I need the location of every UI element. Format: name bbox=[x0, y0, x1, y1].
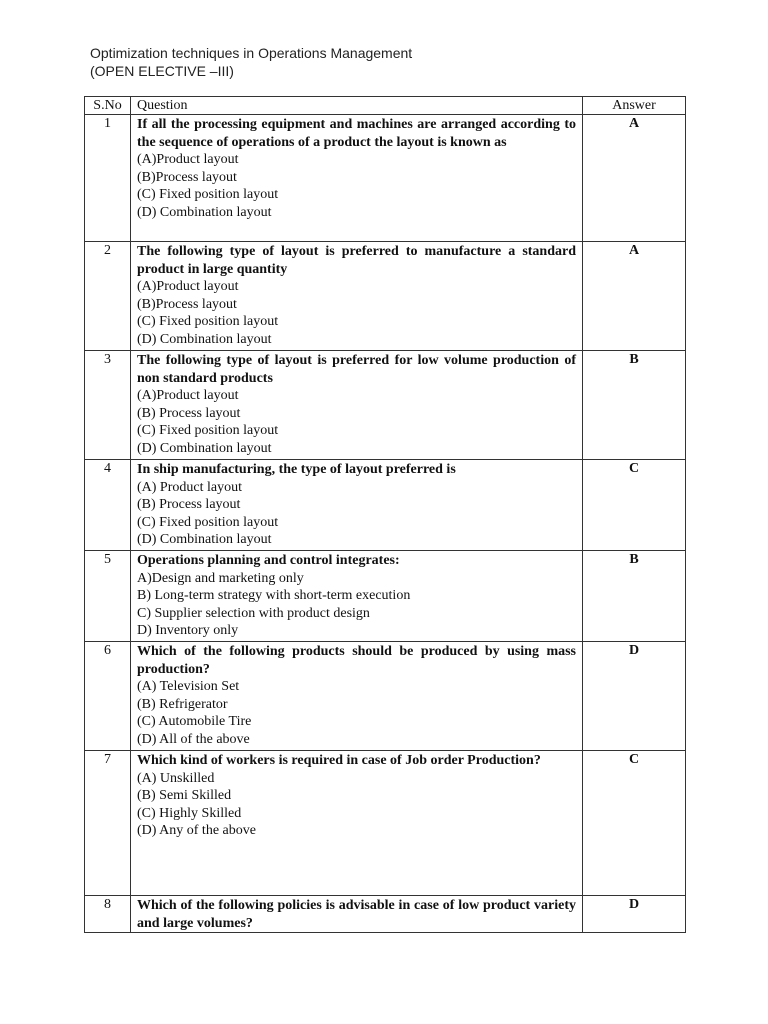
question-number: 5 bbox=[85, 551, 131, 642]
question-cell bbox=[131, 460, 583, 551]
answer-cell: B bbox=[583, 351, 686, 460]
question-cell bbox=[131, 242, 583, 351]
table-row bbox=[85, 460, 686, 551]
question-cell bbox=[131, 896, 583, 933]
document-subtitle: (OPEN ELECTIVE –III) bbox=[90, 63, 234, 79]
option-d: (D) All of the above bbox=[137, 731, 250, 747]
answer-cell: A bbox=[583, 115, 686, 242]
option-c: (C) Automobile Tire bbox=[137, 714, 252, 730]
answer-cell: B bbox=[583, 551, 686, 642]
table-row bbox=[85, 896, 686, 933]
option-d: (D) Any of the above bbox=[137, 823, 256, 839]
question-text: The following type of layout is preferred to manufacture a standard product in large quantity bbox=[137, 244, 576, 277]
option-c: (C) Fixed position layout bbox=[137, 514, 279, 530]
table-header-row bbox=[85, 97, 686, 115]
question-text: If all the processing equipment and machines are arranged according to the sequence of operations of a product the layout is known as bbox=[137, 117, 576, 150]
option-c: (C) Fixed position layout bbox=[137, 423, 279, 439]
option-b: (B) Process layout bbox=[137, 405, 241, 421]
option-c: (C) Fixed position layout bbox=[137, 314, 279, 330]
question-text: Which of the following policies is advisable in case of low product variety and large volumes? bbox=[137, 898, 576, 931]
option-a: (A) Product layout bbox=[137, 479, 242, 495]
document-header bbox=[90, 44, 412, 80]
option-c: (C) Fixed position layout bbox=[137, 187, 279, 203]
option-a: (A)Product layout bbox=[137, 279, 239, 295]
option-b: (B) Semi Skilled bbox=[137, 788, 232, 804]
option-d: (D) Combination layout bbox=[137, 440, 272, 456]
column-header-answer: Answer bbox=[583, 97, 686, 115]
question-text: Which of the following products should be produced by using mass production? bbox=[137, 644, 576, 677]
table-row bbox=[85, 115, 686, 242]
question-number: 3 bbox=[85, 351, 131, 460]
option-b: (B)Process layout bbox=[137, 296, 237, 312]
option-a: (A)Product layout bbox=[137, 152, 239, 168]
option-b: (B) Refrigerator bbox=[137, 696, 228, 712]
option-c: C) Supplier selection with product design bbox=[137, 605, 370, 621]
question-text: The following type of layout is preferred for low volume production of non standard products bbox=[137, 353, 576, 386]
option-d: (D) Combination layout bbox=[137, 331, 272, 347]
answer-cell: D bbox=[583, 896, 686, 933]
option-b: (B) Process layout bbox=[137, 497, 241, 513]
answer-cell: C bbox=[583, 751, 686, 896]
question-cell bbox=[131, 642, 583, 751]
answer-cell: D bbox=[583, 642, 686, 751]
question-text: In ship manufacturing, the type of layout preferred is bbox=[137, 462, 456, 477]
document-title: Optimization techniques in Operations Management bbox=[90, 45, 413, 61]
answer-cell: C bbox=[583, 460, 686, 551]
option-b: B) Long-term strategy with short-term execution bbox=[137, 588, 411, 604]
question-number: 7 bbox=[85, 751, 131, 896]
option-a: (A) Unskilled bbox=[137, 770, 215, 786]
mcq-table bbox=[84, 96, 686, 933]
question-number: 6 bbox=[85, 642, 131, 751]
question-cell bbox=[131, 551, 583, 642]
question-number: 8 bbox=[85, 896, 131, 933]
option-a: A)Design and marketing only bbox=[137, 570, 304, 586]
question-text: Operations planning and control integrates: bbox=[137, 553, 400, 568]
question-cell bbox=[131, 115, 583, 242]
question-number: 1 bbox=[85, 115, 131, 242]
answer-cell: A bbox=[583, 242, 686, 351]
table-row bbox=[85, 642, 686, 751]
question-cell bbox=[131, 351, 583, 460]
option-d: D) Inventory only bbox=[137, 623, 239, 639]
option-a: (A) Television Set bbox=[137, 679, 240, 695]
column-header-question: Question bbox=[131, 97, 583, 115]
column-header-sno: S.No bbox=[85, 97, 131, 115]
question-number: 4 bbox=[85, 460, 131, 551]
option-d: (D) Combination layout bbox=[137, 532, 272, 548]
question-text: Which kind of workers is required in case of Job order Production? bbox=[137, 753, 541, 768]
table-row bbox=[85, 242, 686, 351]
table-row bbox=[85, 751, 686, 896]
question-number: 2 bbox=[85, 242, 131, 351]
option-b: (B)Process layout bbox=[137, 169, 237, 185]
question-cell bbox=[131, 751, 583, 896]
table-row bbox=[85, 551, 686, 642]
table-row bbox=[85, 351, 686, 460]
option-c: (C) Highly Skilled bbox=[137, 805, 242, 821]
option-d: (D) Combination layout bbox=[137, 204, 272, 220]
option-a: (A)Product layout bbox=[137, 388, 239, 404]
